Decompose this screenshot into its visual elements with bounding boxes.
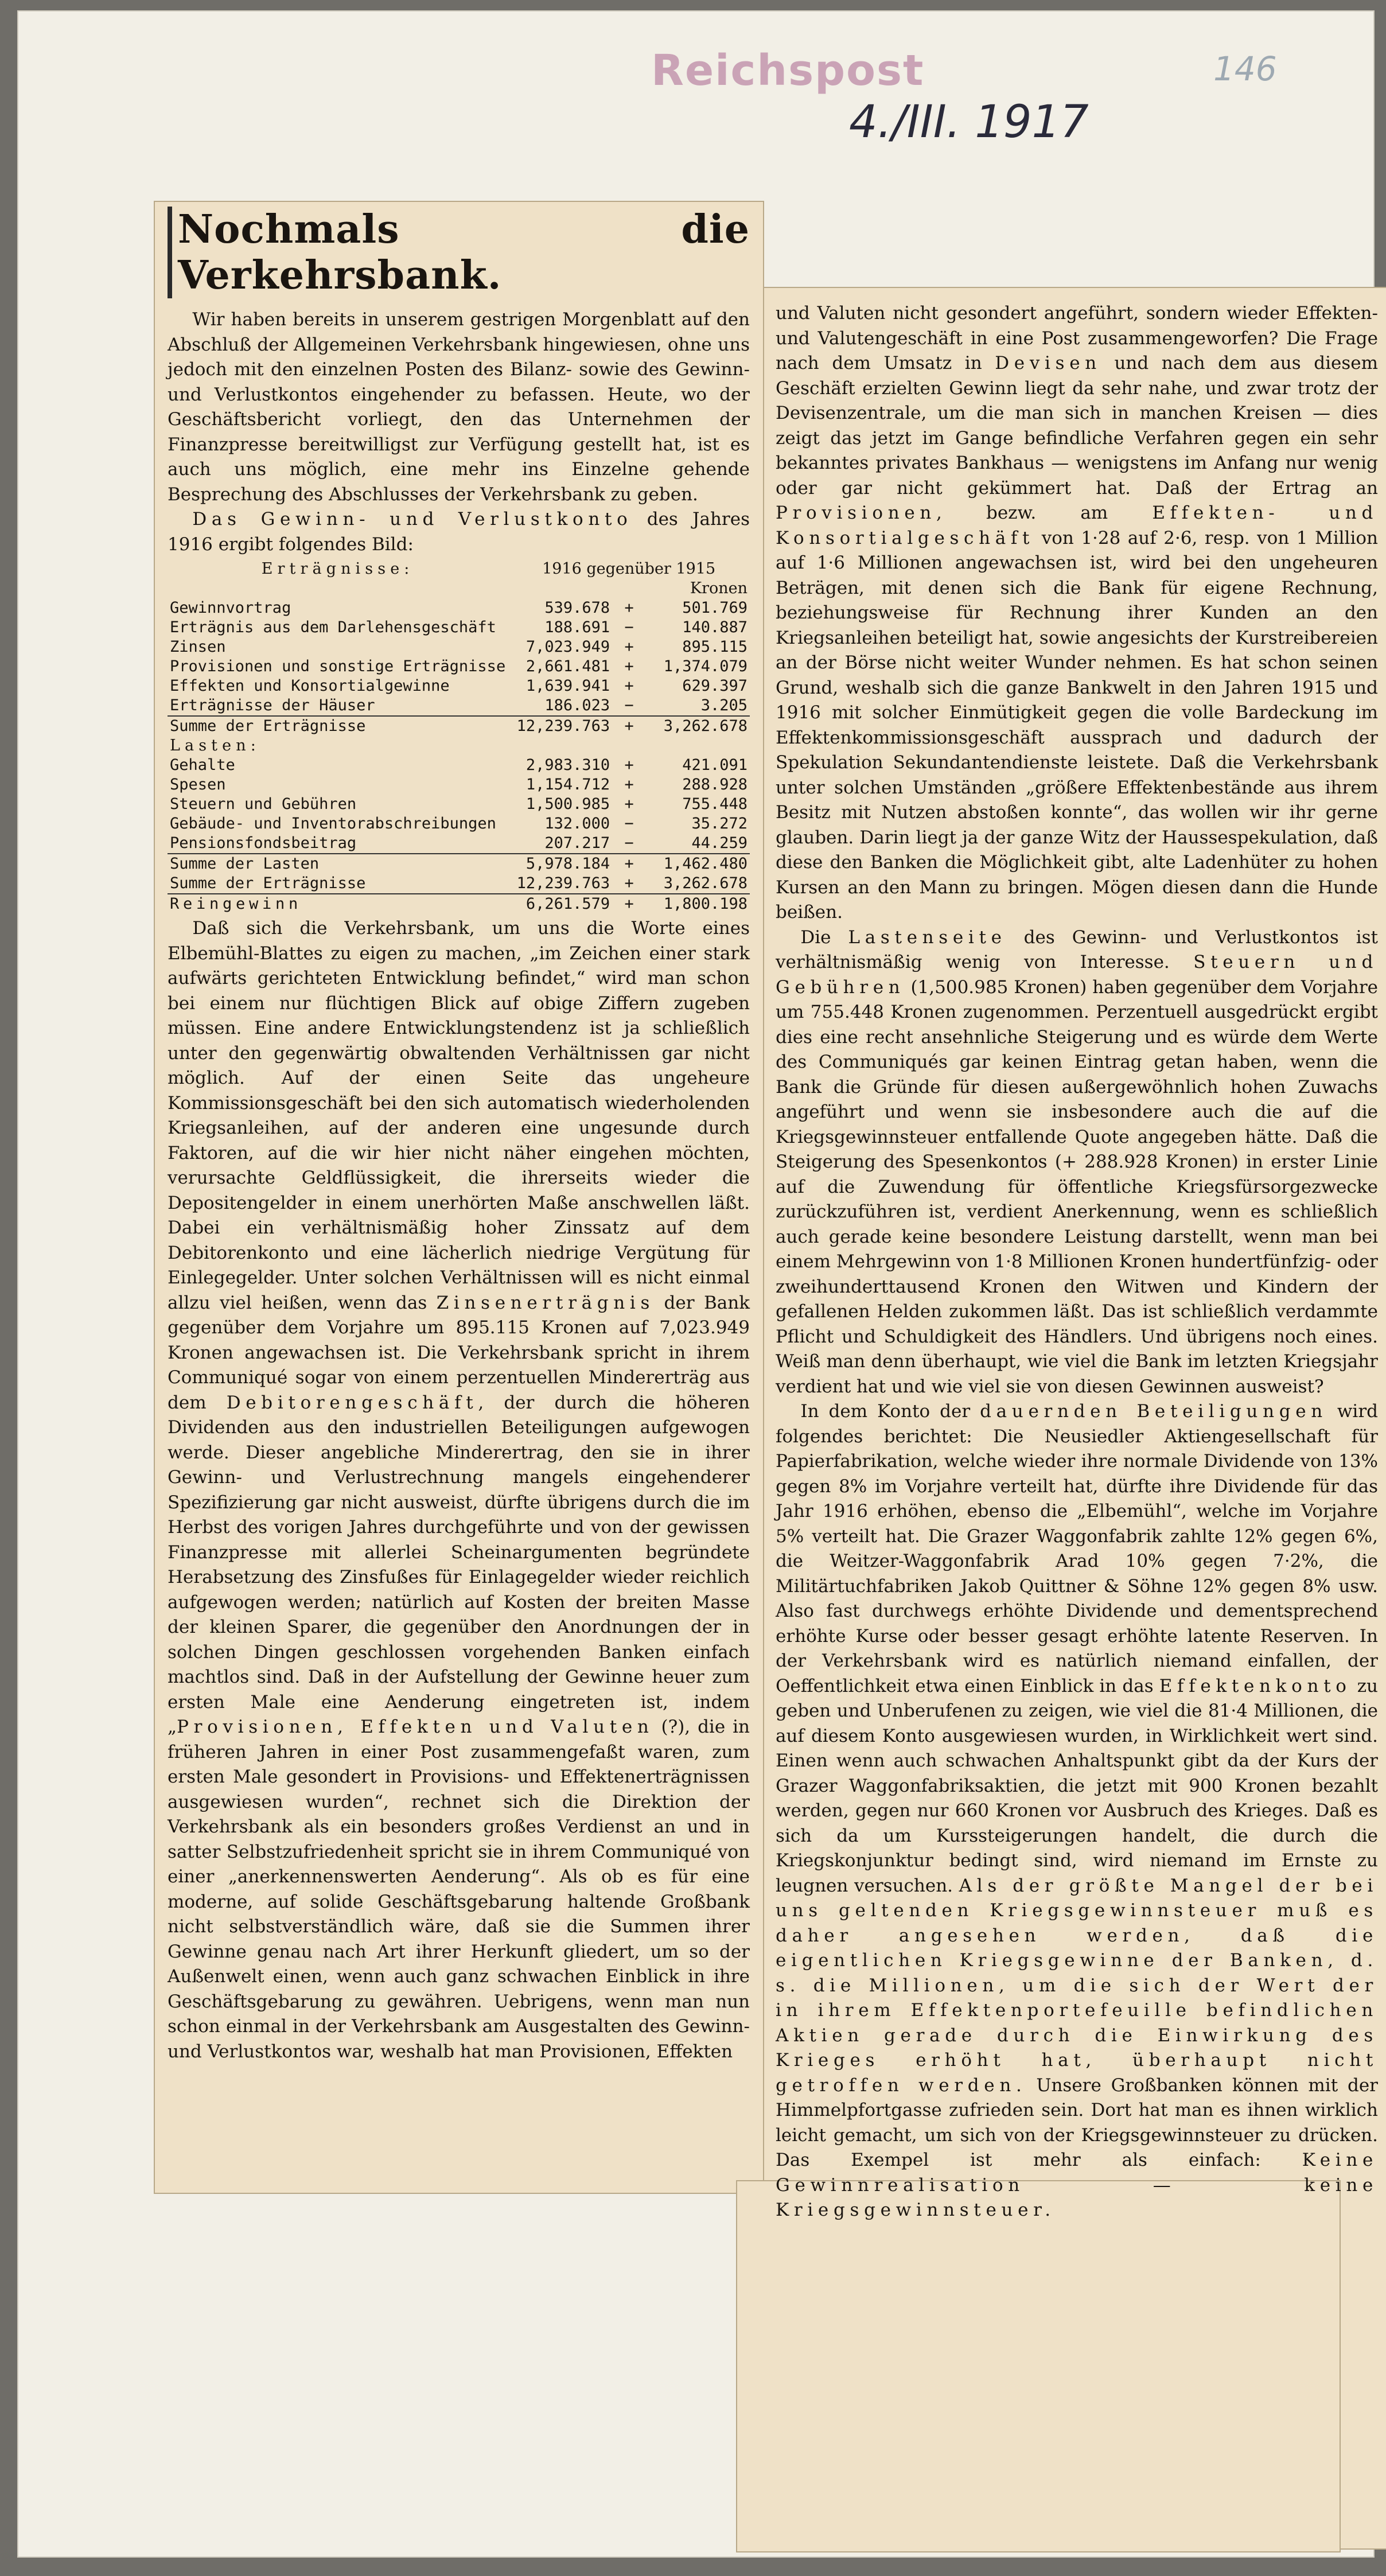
table-cell-diff: 44.259 xyxy=(691,834,747,852)
paragraph: Die Lastenseite des Gewinn- und Verlustkontos ist verhältnismäßig wenig von Interesse. Steuern und Gebühren (1,500.985 Kronen) haben gegenüber dem Vorjahre um 755.448 Kronen zugenommen. Perzentuell ausgedrückt ergibt dies eine recht ansehnliche Steigerung und es würde dem Werte des Communiqués gar keinen Eintrag getan haben, wenn die Bank die Gründe für diesen außergewöhnlich hohen Zuwachs angeführt und wenn sie insbesondere auch die auf die Kriegsgewinnsteuer entfallende Quote angegeben hätte. Daß die Steigerung des Spesenkontos (+ 288.928 Kronen) in erster Linie auf die Zuwendung für öffentliche Kriegsfürsorgezwecke zurückzuführen ist, verdient Anerkennung, wenn es schließlich auch gerade keine besondere Leistung darstellt, wenn man bei einem Mehrgewinn von 1·8 Millionen Kronen hundertfünfzig- oder zweihunderttausend Kronen den Witwen und Kindern der gefallenen Helden zukommen läßt. Das ist schließlich verdammte Pflicht und Schuldigkeit des Händlers. Und übrigens noch eines. Weiß man denn überhaupt, wie viel die Bank im letzten Kriegsjahr verdient hat und wie viel sie von diesen Gewinnen ausweist? xyxy=(776,927,1378,1397)
table-cell-sign: + xyxy=(624,677,634,695)
table-row xyxy=(168,795,750,814)
article-title: Nochmals die Verkehrsbank. xyxy=(168,207,750,298)
lasten-heading: Lasten: xyxy=(170,737,260,754)
table-cell-sign: + xyxy=(624,638,634,656)
table-row xyxy=(168,834,750,854)
table-row xyxy=(168,696,750,716)
table-cell-v1916: 207.217 xyxy=(544,834,610,852)
table-cell-label: Effekten und Konsortialgewinne xyxy=(170,677,450,695)
table-cell-v1916: 188.691 xyxy=(544,618,610,636)
table-row xyxy=(168,676,750,696)
table-cell-label: Erträgnisse der Häuser xyxy=(170,696,375,714)
income-total-row: Summe der Erträgnisse 12,239.763 + 3,262.678 xyxy=(168,716,750,736)
table-cell-sign: − xyxy=(624,618,634,636)
table-cell-label: Spesen xyxy=(170,776,226,793)
table-cell-sign: + xyxy=(624,657,634,675)
table-cell-label: Steuern und Gebühren xyxy=(170,795,357,813)
table-cell-label: Zinsen xyxy=(170,638,226,656)
table-cell-diff: 421.091 xyxy=(682,756,747,774)
paragraph: Daß sich die Verkehrsbank, um uns die Worte eines Elbemühl-Blattes zu eigen zu machen, „im Zeichen einer stark aufwärts gerichteten Entwicklung befindet,“ wird man schon bei einem nur flüchtigen Blick auf obige Ziffern zugeben müssen. Eine andere Entwicklungstendenz ist ja schließlich unter den gegenwärtig obwaltenden Verhältnissen gar nicht möglich. Auf der einen Seite das ungeheure Kommissionsgeschäft bei den sich automatisch wiederholenden Kriegsanleihen, auf der anderen eine ungesunde durch Faktoren, auf die wir hier nicht näher eingehen möchten, verursachte Geldflüssigkeit, die ihrerseits wieder die Depositengelder in einem unerhörten Maße anschwellen läßt. Dabei ein verhältnismäßig hoher Zinssatz auf dem Debitorenkonto und eine lächerlich niedrige Vergütung für Einlegegelder. Unter solchen Verhältnissen will es nicht einmal allzu viel heißen, wenn das Zinsenerträgnis der Bank gegenüber dem Vorjahre um 895.115 Kronen auf 7,023.949 Kronen angewachsen ist. Die Verkehrsbank spricht in ihrem Communiqué sogar von einem perzentuellen Mindererträg aus dem Debitorengeschäft, der durch die höheren Dividenden aus den industriellen Beteiligungen aufgewogen werde. Dieser angebliche Minderertrag, den sie in ihrer Gewinn- und Verlustrechnung mangels eingehenderer Spezifizierung gar nicht ausweist, dürfte übrigens durch die im Herbst des vorigen Jahres durchgeführte und von der gewissen Finanzpresse mit allerlei Scheinargumenten begründete Herabsetzung des Zinsfußes für Einlagegelder wieder reichlich aufgewogen werden; natürlich auf Kosten der breiten Masse der kleinen Sparer, die gegenüber den Anordnungen der in solchen Dingen geschlossen vorgehenden Banken einfach machtlos sind. Daß in der Aufstellung der Gewinne heuer zum ersten Male eine Aenderung eingetreten ist, indem „Provisionen, Effekten und Valuten (?), die in früheren Jahren in einer Post zusammengefaßt waren, zum ersten Male gesondert in Provisions- und Effektenerträgnissen ausgewiesen wurden“, rechnet sich die Direktion der Verkehrsbank als ein besonders großes Verdienst an und in satter Selbstzufriedenheit spricht sie in ihrem Communiqué von einer „anerkennenswerten Aenderung“. Als ob es für eine moderne, auf solide Geschäftsgebarung haltende Großbank nicht selbstverständlich wäre, daß sie die Summen ihrer Gewinne genau nach Art ihrer Herkunft gliedert, um so der Außenwelt einen, wenn auch ganz schwachen Einblick in ihre Geschäftsgebarung zu gewähren. Uebrigens, wenn man nun schon einmal in der Verkehrsbank am Ausgestalten des Gewinn- und Verlustkontos war, weshalb hat man Provisionen, Effekten xyxy=(168,918,750,2062)
table-cell-label: Provisionen und sonstige Erträgnisse xyxy=(170,657,506,675)
net-profit-row: Reingewinn 6,261.579 + 1,800.198 xyxy=(168,894,750,914)
newspaper-stamp: Reichspost xyxy=(651,46,925,95)
table-cell-diff: 1,374.079 xyxy=(663,657,747,675)
table-row xyxy=(168,775,750,795)
page-number: 146 xyxy=(1213,49,1277,88)
table-cell-diff: 895.115 xyxy=(682,638,747,656)
table-cell-v1916: 1,500.985 xyxy=(525,795,610,813)
table-cell-v1916: 2,661.481 xyxy=(525,657,610,675)
paragraph: In dem Konto der dauernden Beteiligungen wird folgendes berichtet: Die Neusiedler Aktiengesellschaft für Papierfabrikation, welche wieder ihre normale Dividende von 13% gegen 8% im Vorjahre verteilt hat, dürfte ihre Dividende für das Jahr 1916 erhöhen, ebenso die „Elbemühl“, welche im Vorjahre 5% verteilt hat. Die Grazer Waggonfabrik zahlte 12% gegen 6%, die Weitzer-Waggonfabrik Arad 10% gegen 7·2%, die Militärtuchfabriken Jakob Quittner & Söhne 12% gegen 8% usw. Also fast durchwegs erhöhte Dividende und dementsprechend erhöhte Kurse oder besser gesagt erhöhte latente Reserven. In der Verkehrsbank wird es natürlich niemand einfallen, der Oeffentlichkeit etwa einen Einblick in das Effektenkonto zu geben und Unberufenen zu zeigen, wie viel die 81·4 Millionen, die auf diesem Konto ausgewiesen wurden, in Wirklichkeit wert sind. Einen wenn auch schwachen Anhaltspunkt gibt da der Kurs der Grazer Waggonfabriksaktien, die jetzt mit 900 Kronen bezahlt werden, gegen nur 660 Kronen vor Ausbruch des Krieges. Daß es sich da um Kurssteigerungen handelt, die durch die Kriegskonjunktur bedingt sind, wird niemand im Ernste zu leugnen versuchen. Als der größte Mangel der bei uns geltenden Kriegsgewinnsteuer muß es daher angesehen werden, daß die eigentlichen Kriegsgewinne der Banken, d. s. die Millionen, um die sich der Wert der in ihrem Effektenportefeuille befindlichen Aktien gerade durch die Einwirkung des Krieges erhöht hat, überhaupt nicht getroffen werden. Unsere Großbanken können mit der Himmelpfortgasse zufrieden sein. Dort hat man es ihnen wirklich leicht gemacht, um sich von der Kriegsgewinnsteuer zu drücken. Das Exempel ist mehr als einfach: Keine Gewinnrealisation — keine Kriegsgewinnsteuer. xyxy=(776,1401,1378,2220)
table-intro: Das Gewinn- und Verlustkonto des Jahres 1916 ergibt folgendes Bild: xyxy=(168,509,750,555)
table-cell-label: Erträgnis aus dem Darlehensgeschäft xyxy=(170,618,496,636)
unit-header: Kronen xyxy=(690,579,747,597)
article-column-1 xyxy=(168,207,750,2180)
table-cell-v1916: 7,023.949 xyxy=(525,638,610,656)
table-cell-sign: − xyxy=(624,696,634,714)
article-column-2 xyxy=(776,301,1378,2542)
table-cell-v1916: 186.023 xyxy=(544,696,610,714)
paragraph: und Valuten nicht gesondert angeführt, sondern wieder Effekten- und Valutengeschäft in eine Post zusammengeworfen? Die Frage nach dem Umsatz in Devisen und nach dem aus diesem Geschäft erzielten Gewinn liegt da sehr nahe, und zwar trotz der Devisenzentrale, um die man sich in manchen Kreisen — dies zeigt das jetzt im Gange befindliche Verfahren gegen ein sehr bekanntes privates Bankhaus — wenigstens im Anfang nur wenig oder gar nicht gekümmert hat. Daß der Ertrag an Provisionen, bezw. am Effekten- und Konsortialgeschäft von 1·28 auf 2·6, resp. von 1 Million auf 1·6 Millionen angewachsen ist, wird bei den ungeheuren Beträgen, mit denen sich die Bank für eigene Rechnung, beziehungsweise für Rechnung ihrer Kunden an den Kriegsanleihen beteiligt hat, sowie angesichts der Kurstreibereien an der Börse nicht weiter Wunder nehmen. Es hat schon seinen Grund, weshalb sich die ganze Bankwelt in den Jahren 1915 und 1916 mit solcher Einmütigkeit gegen die volle Bardeckung im Effektenkommissionsgeschäft aussprach und dadurch der Spekulation Sekundantendienste leistete. Daß die Verkehrsbank unter solchen Umständen „größere Effektenbestände aus ihrem Besitz mit Nutzen abstoßen konnte“, das wollen wir ihr gerne glauben. Darin liegt ja der ganze Witz der Haussespekulation, daß diese den Banken die Möglichkeit gibt, alte Ladenhüter zu hohen Kursen an den Mann zu bringen. Mögen diesen dann die Hunde beißen. xyxy=(776,303,1379,923)
table-cell-label: Pensionsfondsbeitrag xyxy=(170,834,357,852)
handwritten-date: 4./III. 1917 xyxy=(849,96,1089,148)
table-cell-label: Gebäude- und Inventorabschreibungen xyxy=(170,815,496,832)
table-cell-v1916: 1,154.712 xyxy=(525,776,610,793)
table-cell-sign: + xyxy=(624,795,634,813)
table-cell-sign: + xyxy=(624,599,634,617)
table-cell-label: Gehalte xyxy=(170,756,235,774)
erträgnisse-heading: Erträgnisse: xyxy=(261,560,414,578)
table-row xyxy=(168,756,750,775)
table-cell-v1916: 1,639.941 xyxy=(525,677,610,695)
income-total-repeat-row: Summe der Erträgnisse 12,239.763 + 3,262.678 xyxy=(170,874,747,892)
table-row xyxy=(168,637,750,657)
paragraph: Wir haben bereits in unserem gestrigen Morgenblatt auf den Abschluß der Allgemeinen Verkehrsbank hingewiesen, ohne uns jedoch mit den einzelnen Posten des Bilanz- sowie des Gewinn- und Verlustkontos eingehender zu befassen. Heute, wo der Geschäftsbericht vorliegt, den das Unternehmen der Finanzpresse bereitwilligst zur Verfügung gestellt hat, ist es auch uns möglich, eine mehr ins Einzelne gehende Besprechung des Abschlusses der Verkehrsbank zu geben. xyxy=(168,309,750,505)
table-cell-diff: 755.448 xyxy=(682,795,747,813)
table-cell-sign: + xyxy=(624,776,634,793)
table-cell-diff: 501.769 xyxy=(682,599,747,617)
profit-loss-table xyxy=(168,559,750,914)
table-cell-v1916: 2,983.310 xyxy=(525,756,610,774)
table-row xyxy=(168,814,750,834)
table-row xyxy=(168,657,750,676)
table-cell-sign: − xyxy=(624,834,634,852)
table-cell-v1916: 539.678 xyxy=(544,599,610,617)
table-cell-diff: 140.887 xyxy=(682,618,747,636)
table-cell-diff: 288.928 xyxy=(682,776,747,793)
table-cell-v1916: 132.000 xyxy=(544,815,610,832)
expense-total-row: Summe der Lasten 5,978.184 + 1,462.480 xyxy=(168,854,750,874)
table-cell-sign: − xyxy=(624,815,634,832)
year-column-header: 1916 gegenüber 1915 xyxy=(542,560,716,578)
table-cell-diff: 3.205 xyxy=(700,696,747,714)
table-cell-diff: 629.397 xyxy=(682,677,747,695)
table-row xyxy=(168,598,750,618)
table-row xyxy=(168,618,750,637)
table-cell-label: Gewinnvortrag xyxy=(170,599,291,617)
table-cell-diff: 35.272 xyxy=(691,815,747,832)
table-cell-sign: + xyxy=(624,756,634,774)
